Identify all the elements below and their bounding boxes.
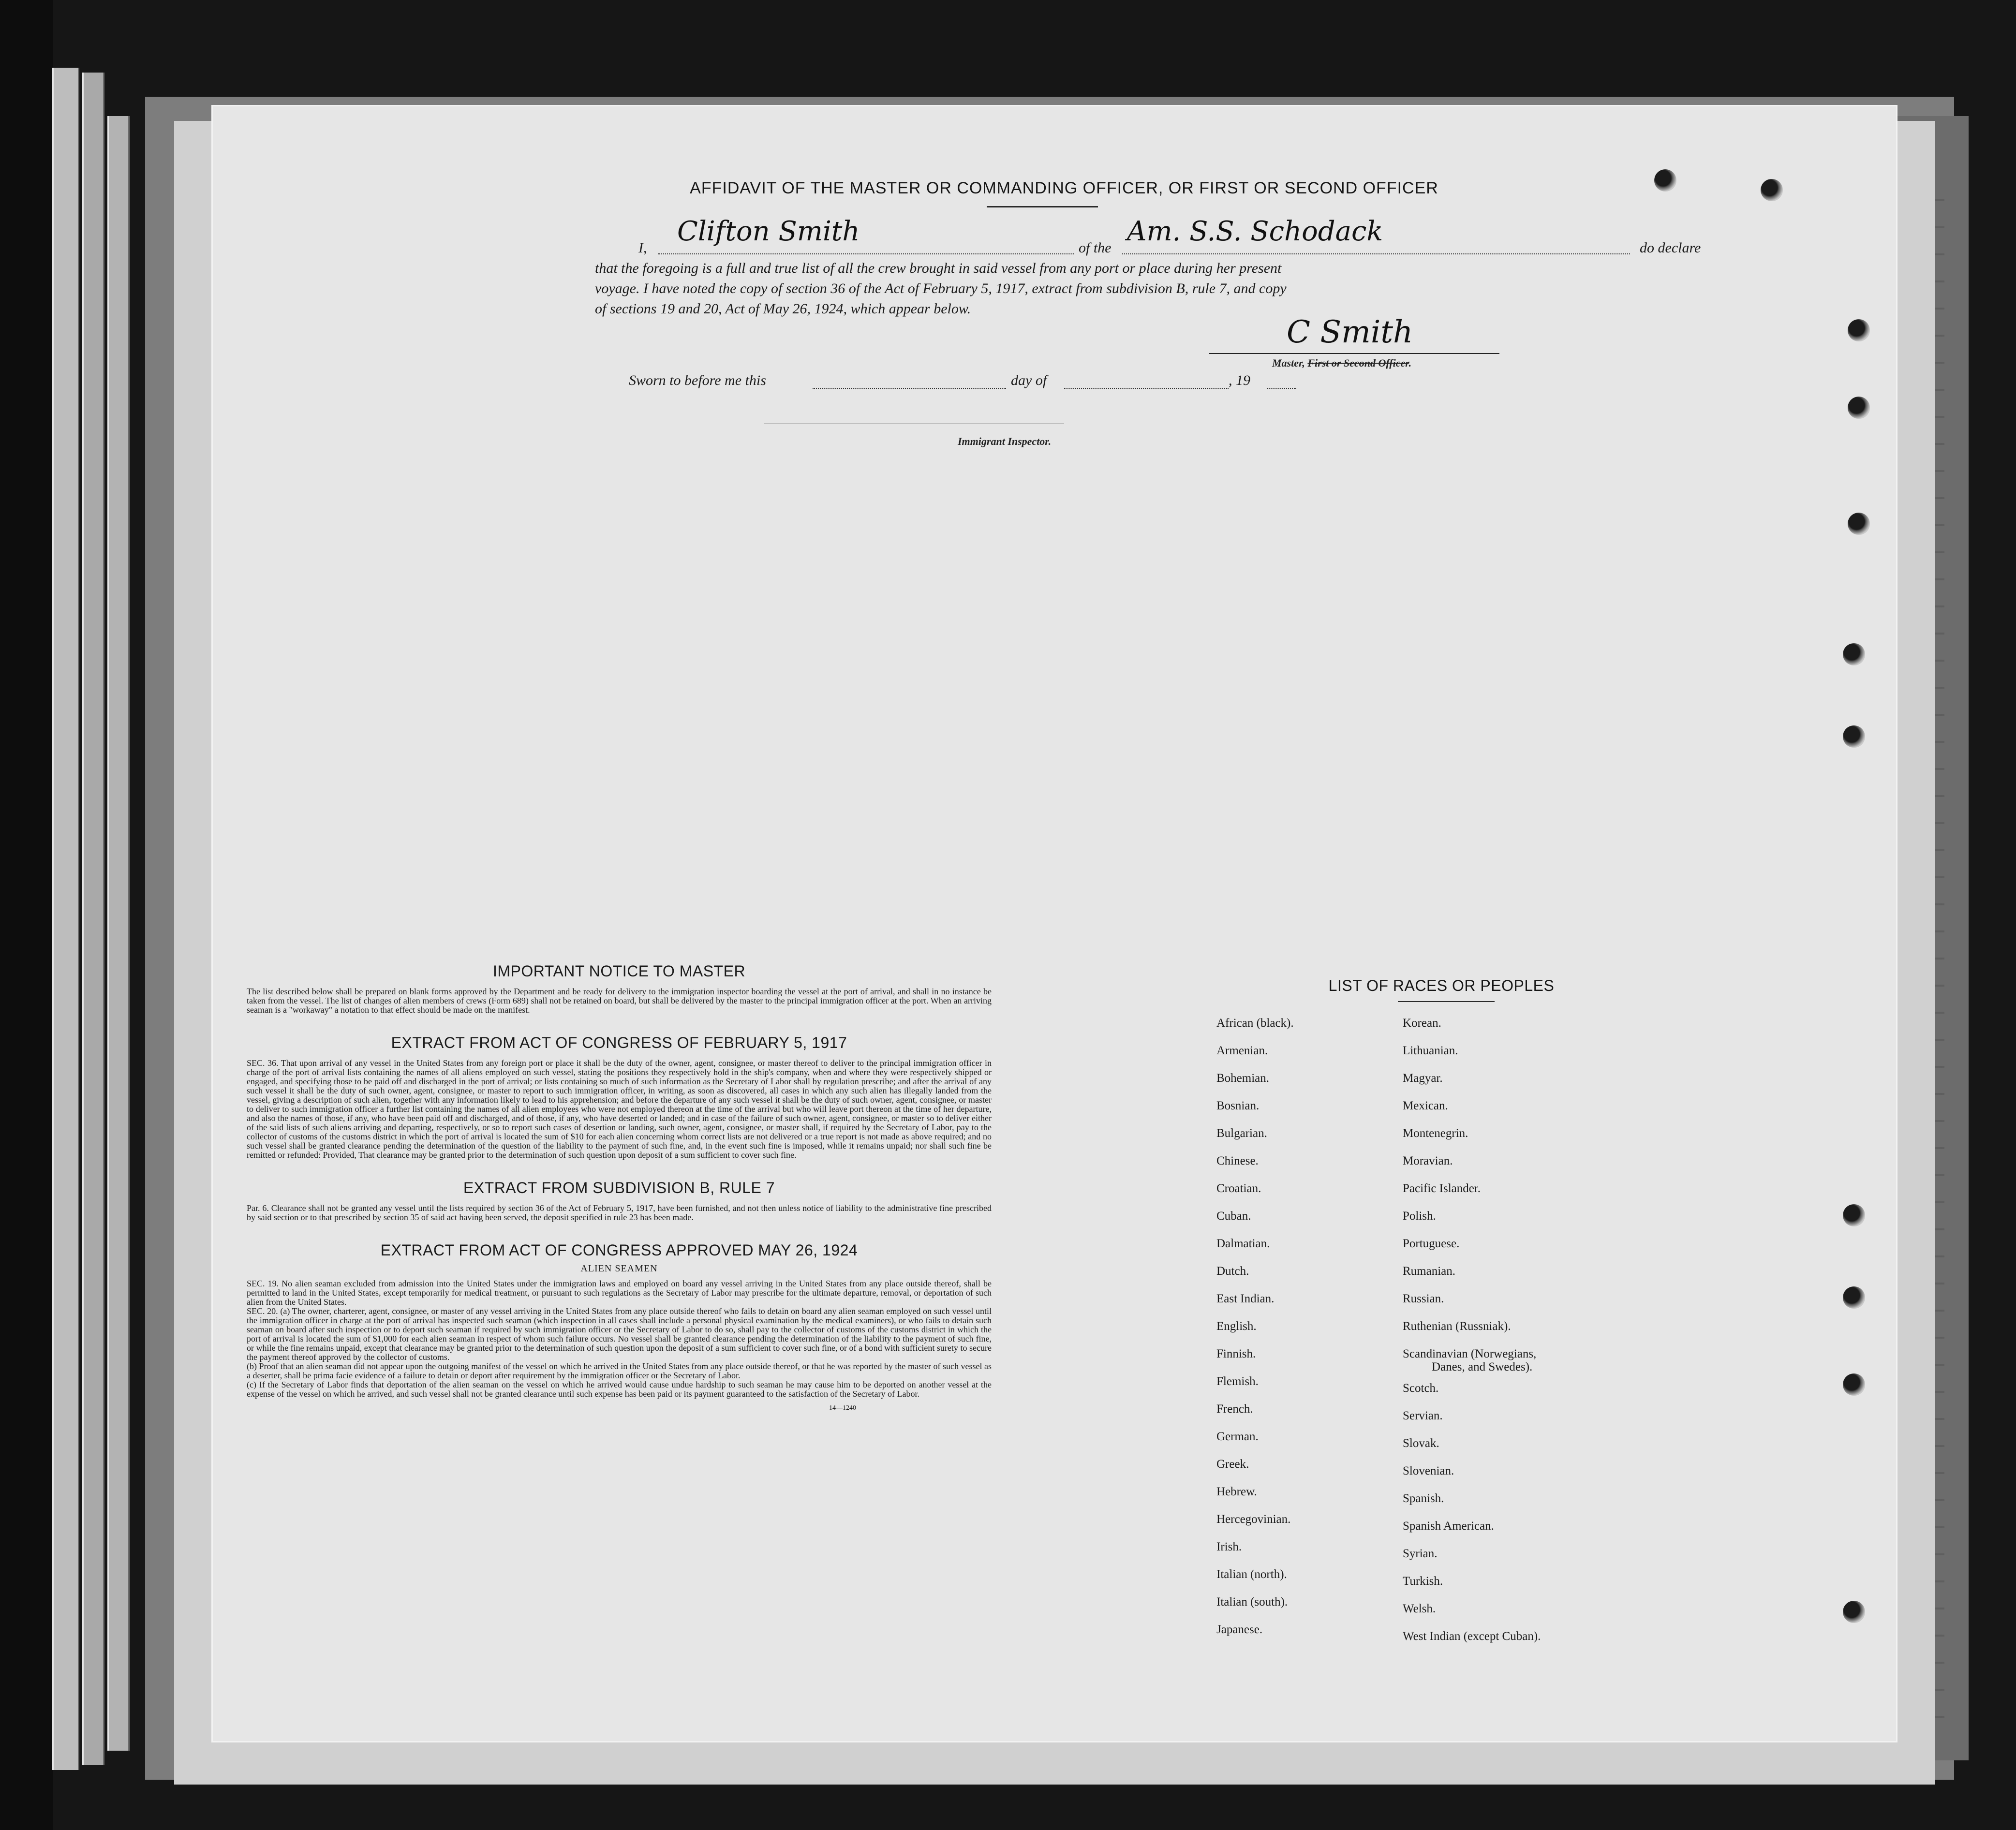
punch-hole-icon bbox=[1843, 1204, 1865, 1226]
race-right-10: Russian. bbox=[1403, 1292, 1444, 1305]
race-right-18: Spanish American. bbox=[1403, 1520, 1494, 1533]
extract-1924-sec20c: (c) If the Secretary of Labor finds that deportation of the alien seaman on the vessel on which he arrived would cause undue hardship to such seaman he may cause him to be deported on another vessel at the expense of the vessel on which he arrived, and such vessel shall not be granted clearance until such expense has been paid or its payment guaranteed to the satisfaction of the Secretary of Labor. bbox=[247, 1380, 992, 1399]
declaration-line-3: voyage. I have noted the copy of section 36 of the Act of February 5, 1917, extract from subdivision B, rule 7, and copy bbox=[595, 280, 1287, 296]
extract-rule7-text: Par. 6. Clearance shall not be granted any vessel until the lists required by section 36 of the Act of February 5, 1917, have been furnished, and not then unless notice of liability to the administrative fine prescribed by said section or to that prescribed by section 35 of said act having been served, the deposit specified in rule 23 has been made. bbox=[247, 1203, 992, 1222]
binder-edge bbox=[0, 0, 53, 1830]
page-edge-strip bbox=[52, 68, 79, 1770]
race-left-6: Croatian. bbox=[1216, 1182, 1261, 1195]
race-right-7: Polish. bbox=[1403, 1210, 1436, 1223]
race-left-12: Finnish. bbox=[1216, 1347, 1256, 1360]
page-edge-strip bbox=[107, 116, 130, 1751]
punch-hole-icon bbox=[1843, 725, 1865, 748]
race-left-20: Italian (north). bbox=[1216, 1568, 1287, 1581]
race-left-18: Hercegovinian. bbox=[1216, 1513, 1291, 1526]
race-right-16: Slovenian. bbox=[1403, 1464, 1454, 1477]
sworn-month-field[interactable] bbox=[1064, 387, 1229, 389]
sworn-year-field[interactable] bbox=[1267, 387, 1296, 389]
race-right-21: Welsh. bbox=[1403, 1602, 1436, 1615]
sworn-prefix: Sworn to before me this bbox=[629, 372, 766, 388]
race-left-3: Bosnian. bbox=[1216, 1099, 1260, 1112]
signature-line bbox=[1209, 353, 1499, 354]
extract-1917-text: SEC. 36. That upon arrival of any vessel in the United States from any foreign port or place it shall be the duty of the owner, agent, consignee, or master thereof to deliver to the principal immigration officer in charge of the port of arrival lists containing the names of all aliens employed on such vessel, stating the positions they respectively hold in the ship's company, when and where they were respectively shipped or engaged, and specifying those to be paid off and discharged in the port of arrival; or lists containing so much of such information as the Secretary of Labor shall by regulation prescribe; and after the arrival of any such vessel it shall be the duty of such owner, agent, consignee, or master to report to such immigration officer, in writing, as soon as discovered, all cases in which any such alien has illegally landed from the vessel, giving a description of such alien, together with any information likely to lead to his apprehension; and before the departure of any such vessel it shall be the duty of such owner, agent, consignee, or master to deliver to such immigration officer a further list containing the names of all alien employees who were not employed thereon at the time of the arrival but who will leave port thereon at the time of her departure, and also the names of those, if any, who have been paid off and discharged, and of those, if any, who have deserted or landed; and in case of the failure of such owner, agent, consignee, or master so to deliver either of the said lists of such aliens arriving and departing, respectively, or so to report such cases of desertion or landing, such owner, agent, consignee, or master shall, if required by the Secretary of Labor, pay to the collector of customs of the customs district in which the port of arrival is located the sum of $10 for each alien concerning whom correct lists are not delivered or a true report is not made as above required; and no such vessel shall be granted clearance pending the determination of the question of the liability to the payment of such fine, and, in the event such fine is imposed, while it remains unpaid; nor shall such fine be remitted or refunded: Provided, That clearance may be granted prior to the determination of such question upon deposit of a sum sufficient to cover such fine. bbox=[247, 1058, 992, 1160]
race-left-1: Armenian. bbox=[1216, 1044, 1268, 1057]
race-right-2: Magyar. bbox=[1403, 1072, 1443, 1085]
struck-officer-text: First or Second Officer bbox=[1307, 357, 1409, 369]
extract-1924-sec19: SEC. 19. No alien seaman excluded from admission into the United States under the immigration laws and employed on board any vessel arriving in the United States from any place outside thereof, shall be permitted to land in the United States, except temporarily for medical treatment, or pursuant to such regulations as the Secretary of Labor may prescribe for the ultimate departure, removal, or deportation of such alien from the United States. bbox=[247, 1279, 992, 1307]
sworn-day-of: day of bbox=[1011, 372, 1047, 388]
race-right-17: Spanish. bbox=[1403, 1492, 1444, 1505]
race-right-12: Scandinavian (Norwegians, bbox=[1403, 1347, 1537, 1360]
punch-hole-icon bbox=[1848, 319, 1870, 341]
race-right-3: Mexican. bbox=[1403, 1099, 1448, 1112]
affidavit-title: AFFIDAVIT OF THE MASTER OR COMMANDING OFFICER, OR FIRST OR SECOND OFFICER bbox=[690, 179, 1438, 197]
race-left-9: Dutch. bbox=[1216, 1265, 1249, 1278]
declaration-line-4: of sections 19 and 20, Act of May 26, 1924, which appear below. bbox=[595, 301, 971, 317]
races-title: LIST OF RACES OR PEOPLES bbox=[1328, 977, 1555, 994]
race-left-2: Bohemian. bbox=[1216, 1072, 1270, 1085]
race-left-21: Italian (south). bbox=[1216, 1595, 1288, 1609]
race-right-11: Ruthenian (Russniak). bbox=[1403, 1320, 1511, 1333]
page-edge-strip bbox=[82, 73, 104, 1765]
extract-1924-title: EXTRACT FROM ACT OF CONGRESS APPROVED MAY 26, 1924 bbox=[380, 1241, 858, 1259]
extract-rule7-title: EXTRACT FROM SUBDIVISION B, RULE 7 bbox=[463, 1179, 775, 1196]
race-left-7: Cuban. bbox=[1216, 1210, 1251, 1223]
race-left-22: Japanese. bbox=[1216, 1623, 1263, 1636]
extract-1924-sec20a: SEC. 20. (a) The owner, charterer, agent, consignee, or master of any vessel arriving in the United States from any place outside thereof who fails to detain on board any alien seaman employed on such vessel until the immigration officer in charge at the port of arrival has inspected such seaman (which inspection in all cases shall include a personal physical examination by the medical examiners), or who fails to detain such seaman on board after such inspection or to deport such seaman if required by such immigration officer or the Secretary of Labor to do so, shall pay to the collector of customs of the customs district in which the port of arrival is located the sum of $1,000 for each alien seaman in respect of whom such failure occurs. No vessel shall be granted clearance pending the determination of the liability to the payment of such fine, or while the fine remains unpaid, except that clearance may be granted prior to the determination of such question upon the deposit of a sum sufficient to cover such fine, or of a bond with sufficient surety to secure the payment thereof approved by the collector of customs. bbox=[247, 1306, 992, 1362]
notice-section bbox=[247, 962, 992, 1412]
race-left-0: African (black). bbox=[1216, 1017, 1294, 1030]
race-left-10: East Indian. bbox=[1216, 1292, 1275, 1305]
notice-title: IMPORTANT NOTICE TO MASTER bbox=[492, 962, 746, 980]
inspector-caption: Immigrant Inspector. bbox=[958, 435, 1052, 447]
race-left-19: Irish. bbox=[1216, 1540, 1242, 1553]
punch-hole-icon bbox=[1848, 397, 1870, 419]
extract-1917-title: EXTRACT FROM ACT OF CONGRESS OF FEBRUARY 5, 1917 bbox=[391, 1034, 847, 1051]
race-right-15: Slovak. bbox=[1403, 1437, 1439, 1450]
master-signature: C Smith bbox=[1287, 314, 1413, 350]
race-right-20: Turkish. bbox=[1403, 1575, 1443, 1588]
vessel-name-field[interactable] bbox=[1122, 252, 1630, 254]
race-left-11: English. bbox=[1216, 1320, 1257, 1333]
punch-hole-icon bbox=[1843, 1601, 1865, 1623]
race-left-14: French. bbox=[1216, 1402, 1253, 1416]
master-name-field[interactable] bbox=[658, 252, 1074, 254]
race-right-5: Moravian. bbox=[1403, 1154, 1453, 1167]
punch-hole-icon bbox=[1848, 513, 1870, 535]
race-left-5: Chinese. bbox=[1216, 1154, 1259, 1167]
race-right-12-cont: Danes, and Swedes). bbox=[1432, 1360, 1533, 1373]
race-left-16: Greek. bbox=[1216, 1458, 1249, 1471]
alien-seamen-subtitle: ALIEN SEAMEN bbox=[580, 1263, 658, 1274]
title-rule bbox=[987, 206, 1098, 207]
punch-hole-icon bbox=[1654, 169, 1676, 192]
race-right-9: Rumanian. bbox=[1403, 1265, 1456, 1278]
punch-hole-icon bbox=[1761, 179, 1783, 201]
race-right-8: Portuguese. bbox=[1403, 1237, 1460, 1250]
punch-hole-icon bbox=[1843, 643, 1865, 665]
punch-hole-icon bbox=[1843, 1286, 1865, 1309]
sworn-date-field[interactable] bbox=[813, 387, 1006, 389]
races-title-rule bbox=[1398, 1001, 1495, 1002]
race-left-4: Bulgarian. bbox=[1216, 1127, 1267, 1140]
race-right-0: Korean. bbox=[1403, 1017, 1441, 1030]
sworn-year-prefix: , 19 bbox=[1229, 372, 1250, 388]
master-name-handwriting: Clifton Smith bbox=[677, 216, 860, 247]
race-right-4: Montenegrin. bbox=[1403, 1127, 1468, 1140]
race-left-8: Dalmatian. bbox=[1216, 1237, 1270, 1250]
race-right-14: Servian. bbox=[1403, 1409, 1443, 1422]
form-number: 14—1240 bbox=[829, 1404, 856, 1412]
extract-1924-sec20b: (b) Proof that an alien seaman did not appear upon the outgoing manifest of the vessel on which he arrived in the United States from any place outside thereof, or that he was reported by the master of such vessel as a deserter, shall be prima facie evidence of a failure to detain or deport after requirement by the immigration officer or the Secretary of Labor. bbox=[247, 1361, 992, 1380]
race-left-17: Hebrew. bbox=[1216, 1485, 1257, 1498]
race-left-13: Flemish. bbox=[1216, 1375, 1259, 1388]
declaration-declare: do declare bbox=[1640, 240, 1701, 256]
notice-text: The list described below shall be prepared on blank forms approved by the Department and be ready for delivery to the immigration inspector boarding the vessel at the port of arrival, and shall in no instance be taken from the vessel. The list of changes of alien members of crews (Form 689) shall not be retained on board, but shall be delivered by the master to the principal immigration officer at the port. When an arriving seaman is a "workaway" a notation to that effect should be made on the manifest. bbox=[247, 987, 992, 1015]
race-right-22: West Indian (except Cuban). bbox=[1403, 1630, 1541, 1643]
punch-hole-icon bbox=[1843, 1373, 1865, 1396]
declaration-of-the: of the bbox=[1079, 240, 1112, 256]
race-left-15: German. bbox=[1216, 1430, 1259, 1443]
affidavit-page bbox=[213, 106, 1896, 1741]
race-right-13: Scotch. bbox=[1403, 1382, 1439, 1395]
race-right-1: Lithuanian. bbox=[1403, 1044, 1458, 1057]
race-right-6: Pacific Islander. bbox=[1403, 1182, 1481, 1195]
declaration-line-2: that the foregoing is a full and true list of all the crew brought in said vessel from any port or place during her present bbox=[595, 260, 1282, 276]
signature-caption: Master, First or Second Officer. bbox=[1272, 357, 1412, 369]
race-right-19: Syrian. bbox=[1403, 1547, 1438, 1560]
vessel-name-handwriting: Am. S.S. Schodack bbox=[1127, 216, 1383, 247]
declaration-i: I, bbox=[638, 240, 647, 256]
